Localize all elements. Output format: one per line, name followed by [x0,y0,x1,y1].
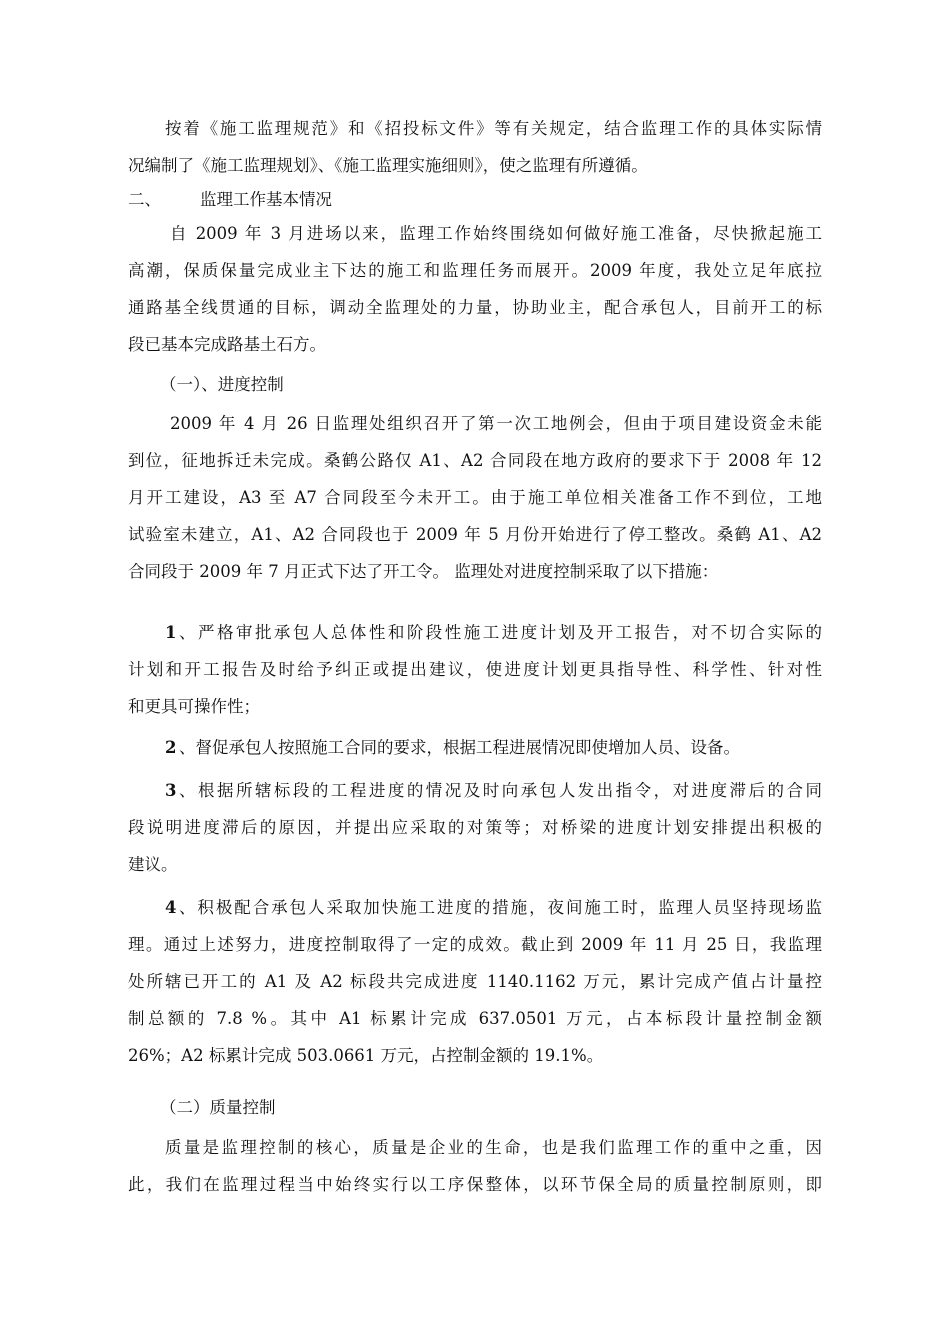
list-number: 4 [165,898,177,917]
paragraph-line: 通路基全线贯通的目标，调动全监理处的力量，协助业主，配合承包人，目前开工的标 [128,298,822,317]
paragraph-line: 按着《施工监理规范》和《招投标文件》等有关规定，结合监理工作的具体实际情 [165,119,822,138]
paragraph-line: 段已基本完成路基土石方。 [128,335,326,354]
list-item-line: 、积极配合承包人采取加快施工进度的措施，夜间施工时，监理人员坚持现场监 [179,898,822,917]
list-item-line: 、根据所辖标段的工程进度的情况及时向承包人发出指令，对进度滞后的合同 [179,781,822,800]
paragraph-line: 合同段于 2009 年 7 月正式下达了开工令。 监理处对进度控制采取了以下措施： [128,562,719,581]
paragraph-line: 况编制了《施工监理规划》、《施工监理实施细则》，使之监理有所遵循。 [128,156,648,175]
paragraph-line: 2009 年 4 月 26 日监理处组织召开了第一次工地例会，但由于项目建设资金未能 [170,414,822,433]
list-item-line: 制总额的 7.8 %。其中 A1 标累计完成 637.0501 万元，占本标段计量控制金额 [128,1009,822,1028]
list-number: 1 [165,623,177,642]
paragraph-line: 此，我们在监理过程当中始终实行以工序保整体，以环节保全局的质量控制原则，即 [128,1175,822,1194]
section-heading: 监理工作基本情况 [200,190,332,209]
list-item-line: 和更具可操作性； [128,697,260,716]
paragraph-line: 自 2009 年 3 月进场以来，监理工作始终围绕如何做好施工准备，尽快掀起施工 [170,224,822,243]
list-item-line: 、督促承包人按照施工合同的要求，根据工程进展情况即使增加人员、设备。 [179,738,740,757]
paragraph-line: 月开工建设，A3 至 A7 合同段至今未开工。由于施工单位相关准备工作不到位，工地 [128,488,822,507]
subsection-heading: （一）、进度控制 [160,375,284,394]
list-item-line: 段说明进度滞后的原因，并提出应采取的对策等；对桥梁的进度计划安排提出积极的 [128,818,822,837]
list-item-line: 建议。 [128,855,178,874]
list-item-line: 26%；A2 标累计完成 503.0661 万元，占控制金额的 19.1%。 [128,1046,604,1065]
list-number: 3 [165,781,177,800]
list-item-line: 理。通过上述努力，进度控制取得了一定的成效。截止到 2009 年 11 月 25 日，我监理 [128,935,822,954]
paragraph-line: 质量是监理控制的核心，质量是企业的生命，也是我们监理工作的重中之重，因 [165,1138,822,1157]
paragraph-line: 高潮，保质保量完成业主下达的施工和监理任务而展开。2009 年度，我处立足年底拉 [128,261,822,280]
paragraph-line: 到位，征地拆迁未完成。桑鹤公路仅 A1、A2 合同段在地方政府的要求下于 2008 年 12 [128,451,822,470]
list-item-line: 、严格审批承包人总体性和阶段性施工进度计划及开工报告，对不切合实际的 [179,623,822,642]
list-item-line: 处所辖已开工的 A1 及 A2 标段共完成进度 1140.1162 万元，累计完成产值占计量控 [128,972,822,991]
section-number: 二、 [128,190,161,209]
list-number: 2 [165,738,177,757]
subsection-heading: （二）质量控制 [160,1098,276,1117]
list-item-line: 计划和开工报告及时给予纠正或提出建议，使进度计划更具指导性、科学性、针对性 [128,660,822,679]
paragraph-line: 试验室未建立，A1、A2 合同段也于 2009 年 5 月份开始进行了停工整改。桑鹤 A1、A2 [128,525,822,544]
